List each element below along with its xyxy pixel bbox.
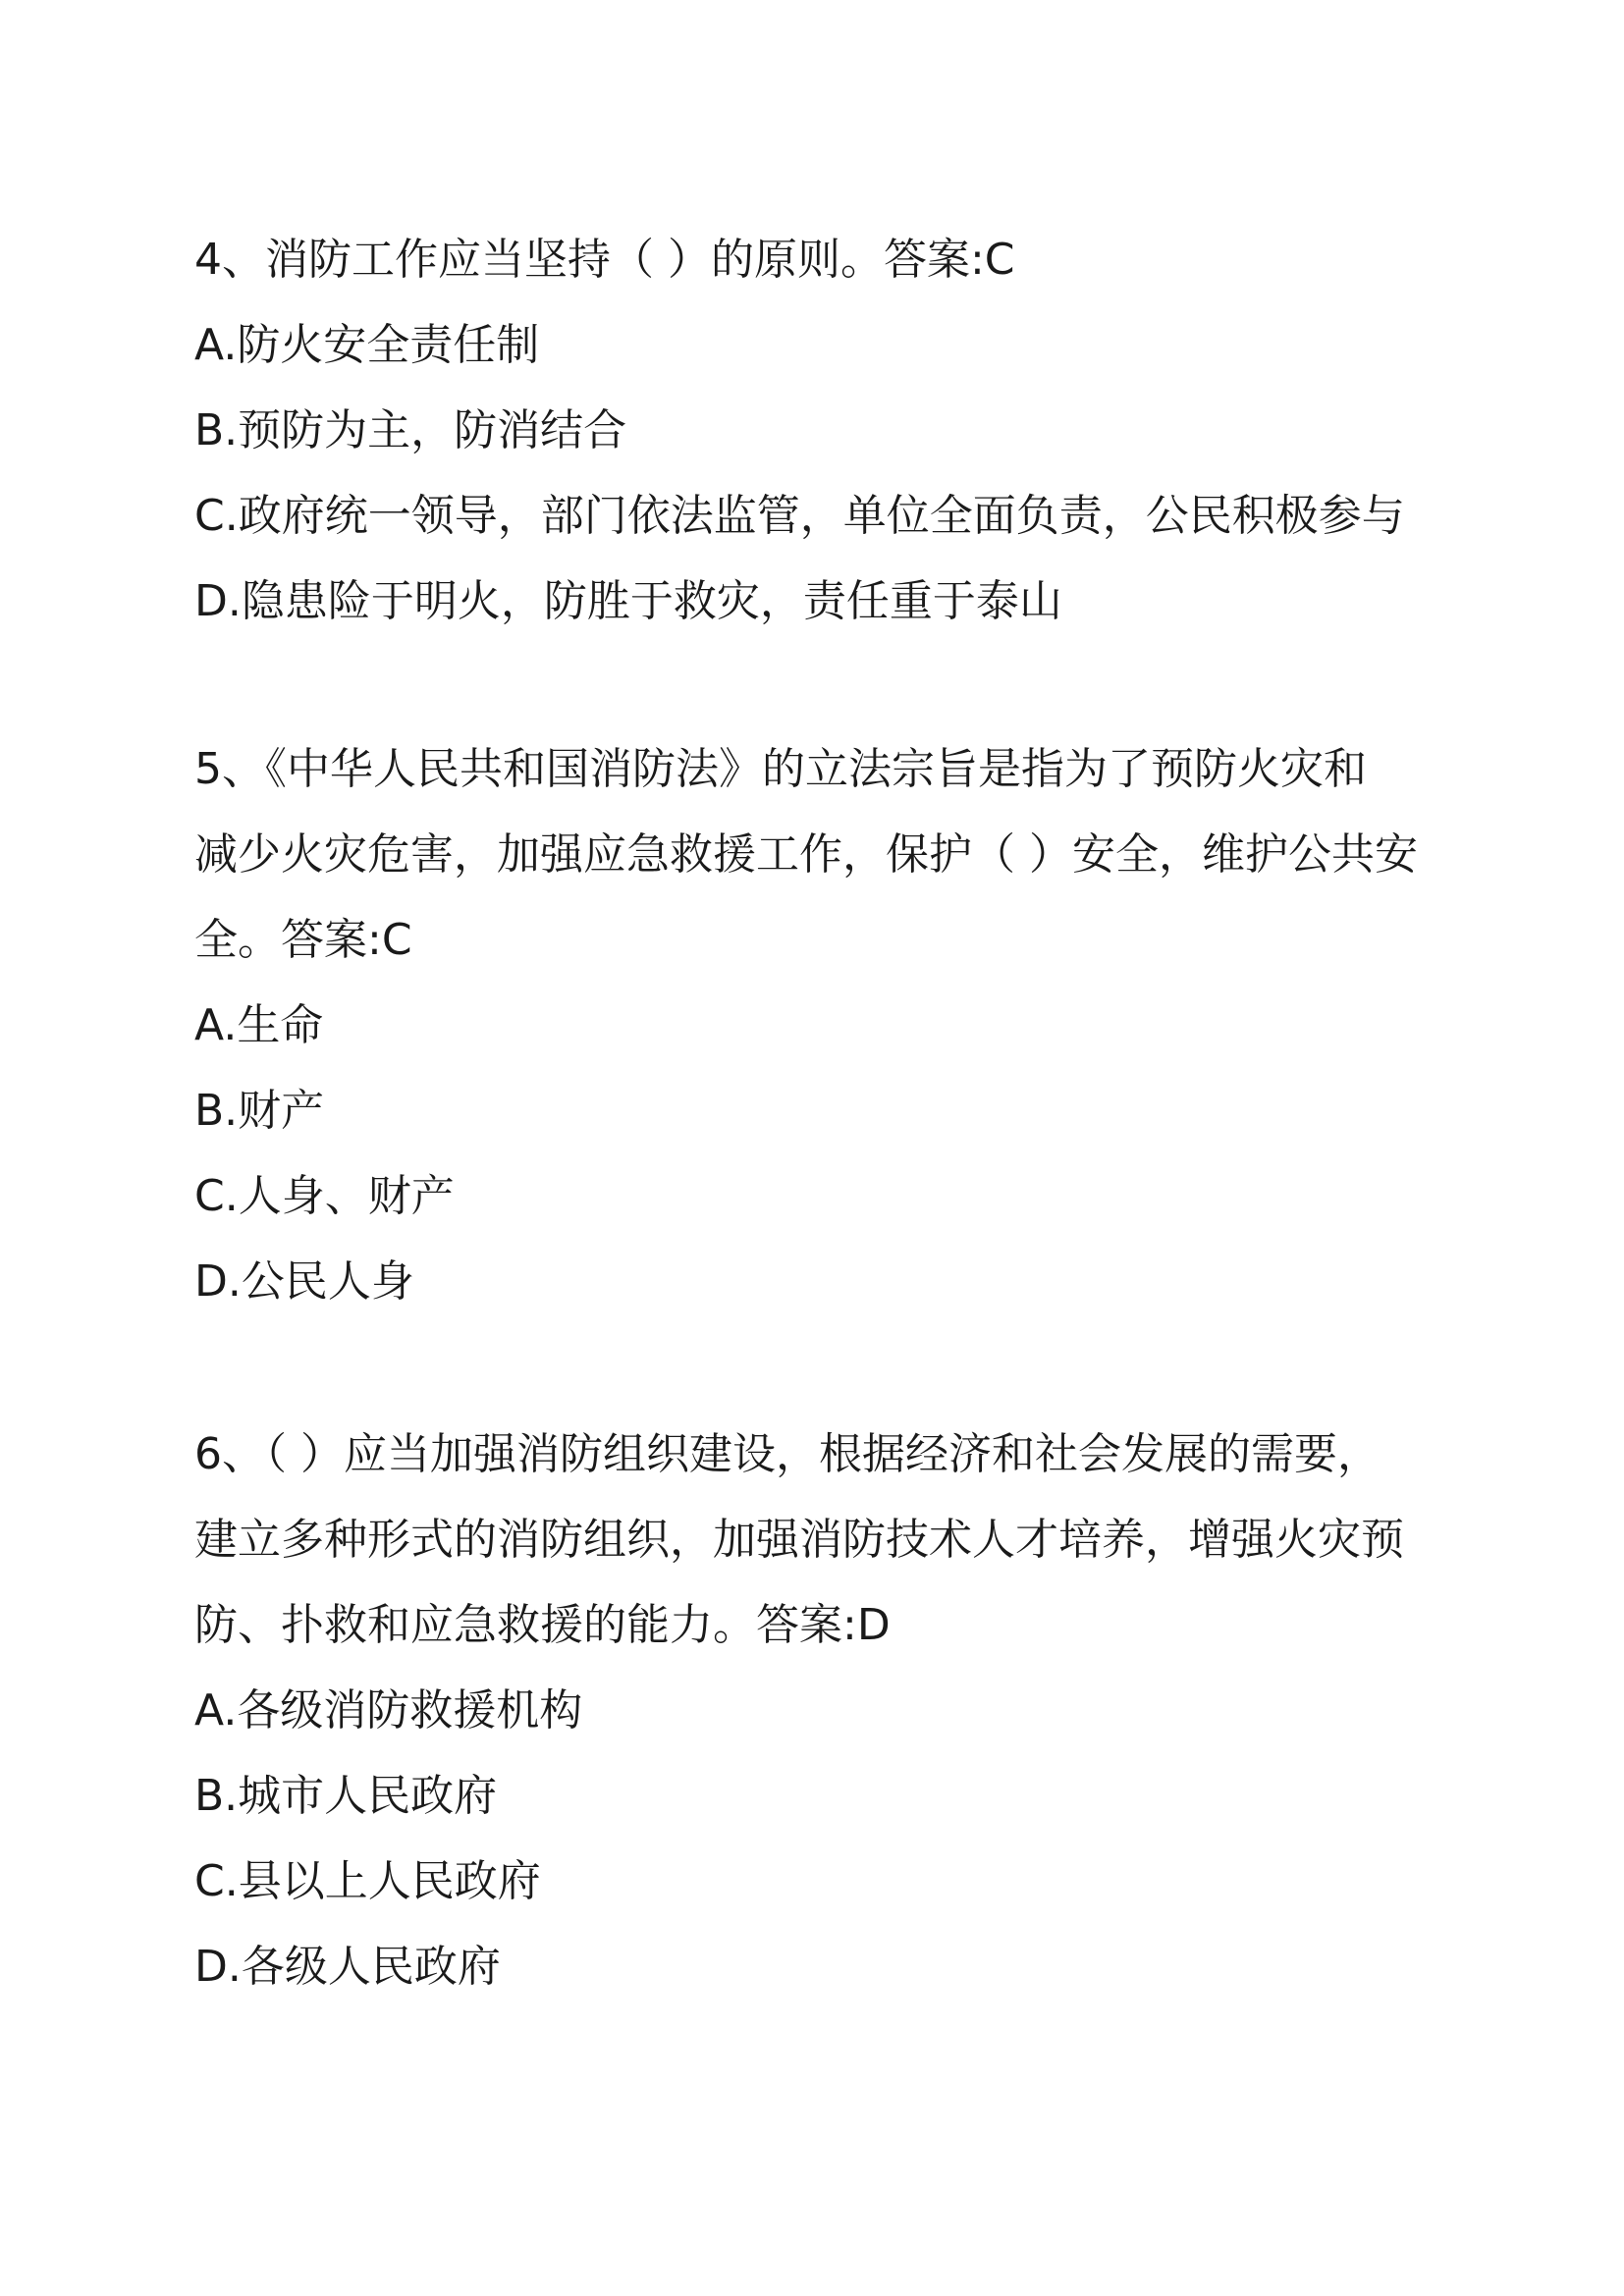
- question-5-stem-line-3: 全。答案:C: [194, 915, 412, 965]
- question-5-stem-line-2: 减少火灾危害，加强应急救援工作，保护（ ）安全，维护公共安: [194, 829, 1418, 880]
- question-5-option-a: A.生命: [194, 1000, 324, 1050]
- question-4-option-c: C.政府统一领导，部门依法监管，单位全面负责，公民积极参与: [194, 491, 1405, 541]
- question-6-option-b: B.城市人民政府: [194, 1771, 498, 1821]
- question-5-option-b: B.财产: [194, 1086, 325, 1136]
- question-5-stem-line-1: 5、《中华人民共和国消防法》的立法宗旨是指为了预防火灾和: [194, 744, 1367, 794]
- question-6-option-c: C.县以上人民政府: [194, 1856, 541, 1906]
- question-6-option-a: A.各级消防救援机构: [194, 1685, 583, 1735]
- question-6-option-d: D.各级人民政府: [194, 1942, 501, 1992]
- question-5-option-c: C.人身、财产: [194, 1171, 455, 1221]
- question-6-stem-line-1: 6、（ ）应当加强消防组织建设，根据经济和社会发展的需要，: [194, 1429, 1380, 1479]
- question-4-option-d: D.隐患险于明火，防胜于救灾，责任重于泰山: [194, 576, 1062, 626]
- question-6-stem-line-2: 建立多种形式的消防组织，加强消防技术人才培养，增强火灾预: [194, 1515, 1404, 1565]
- question-4-stem-line-1: 4、消防工作应当坚持（ ）的原则。答案:C: [194, 235, 1015, 285]
- question-6: [194, 1412, 1471, 2009]
- question-6-stem-line-3: 防、扑救和应急救援的能力。答案:D: [194, 1600, 891, 1650]
- question-5: [194, 726, 1471, 1324]
- question-4-option-a: A.防火安全责任制: [194, 320, 540, 370]
- question-5-option-d: D.公民人身: [194, 1256, 414, 1307]
- question-4-option-b: B.预防为主，防消结合: [194, 405, 627, 455]
- question-4: [194, 217, 1471, 644]
